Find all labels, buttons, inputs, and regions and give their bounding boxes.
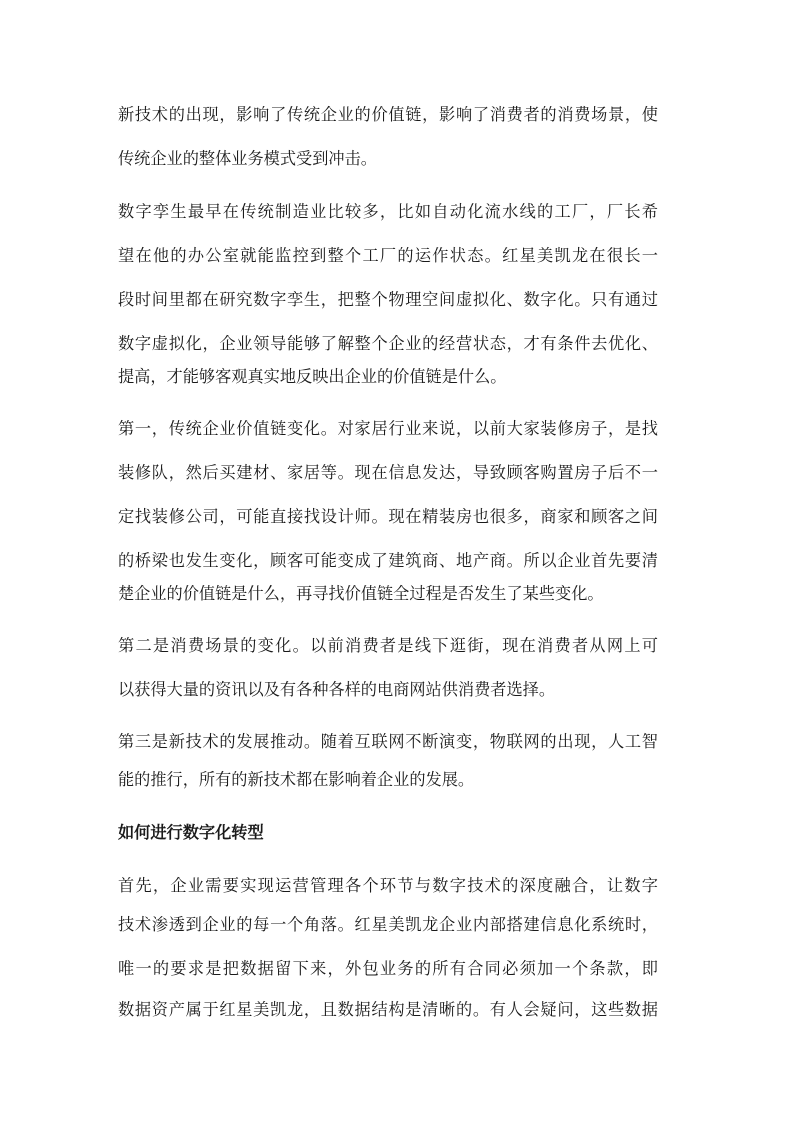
paragraph-line: 提高，才能够客观真实地反映出企业的价值链是什么。 <box>118 367 507 386</box>
paragraph-line: 首先，企业需要实现运营管理各个环节与数字技术的深度融合，让数字 <box>118 876 658 895</box>
paragraph-line: 望在他的办公室就能监控到整个工厂的运作状态。红星美凯龙在很长一 <box>118 246 658 265</box>
paragraph-line: 能的推行，所有的新技术都在影响着企业的发展。 <box>118 770 475 789</box>
paragraph-line: 数字孪生最早在传统制造业比较多，比如自动化流水线的工厂，厂长希 <box>118 202 658 221</box>
paragraph-line: 装修队，然后买建材、家居等。现在信息发达，导致顾客购置房子后不一 <box>118 463 658 482</box>
section-heading: 如何进行数字化转型 <box>118 823 264 842</box>
paragraph-line: 段时间里都在研究数字孪生，把整个物理空间虚拟化、数字化。只有通过 <box>118 290 658 309</box>
paragraph-line: 的桥梁也发生变化，顾客可能变成了建筑商、地产商。所以企业首先要清 <box>118 551 658 570</box>
paragraph-line: 数字虚拟化，企业领导能够了解整个企业的经营状态，才有条件去优化、 <box>118 334 658 353</box>
paragraph-line: 新技术的出现，影响了传统企业的价值链，影响了消费者的消费场景，使 <box>118 105 658 124</box>
paragraph-line: 第三是新技术的发展推动。随着互联网不断演变，物联网的出现，人工智 <box>118 732 658 751</box>
paragraph-line: 以获得大量的资讯以及有各种各样的电商网站供消费者选择。 <box>118 680 556 699</box>
paragraph-line: 传统企业的整体业务模式受到冲击。 <box>118 149 377 168</box>
paragraph-line: 技术渗透到企业的每一个角落。红星美凯龙企业内部搭建信息化系统时， <box>118 915 658 934</box>
paragraph-line: 定找装修公司，可能直接找设计师。现在精装房也很多，商家和顾客之间 <box>118 507 658 526</box>
paragraph-line: 楚企业的价值链是什么，再寻找价值链全过程是否发生了某些变化。 <box>118 584 604 603</box>
paragraph-line: 唯一的要求是把数据留下来，外包业务的所有合同必须加一个条款，即 <box>118 959 658 978</box>
paragraph-line: 数据资产属于红星美凯龙，且数据结构是清晰的。有人会疑问，这些数据 <box>118 1000 658 1019</box>
paragraph-line: 第二是消费场景的变化。以前消费者是线下逛街，现在消费者从网上可 <box>118 636 658 655</box>
paragraph-line: 第一，传统企业价值链变化。对家居行业来说，以前大家装修房子，是找 <box>118 419 658 438</box>
